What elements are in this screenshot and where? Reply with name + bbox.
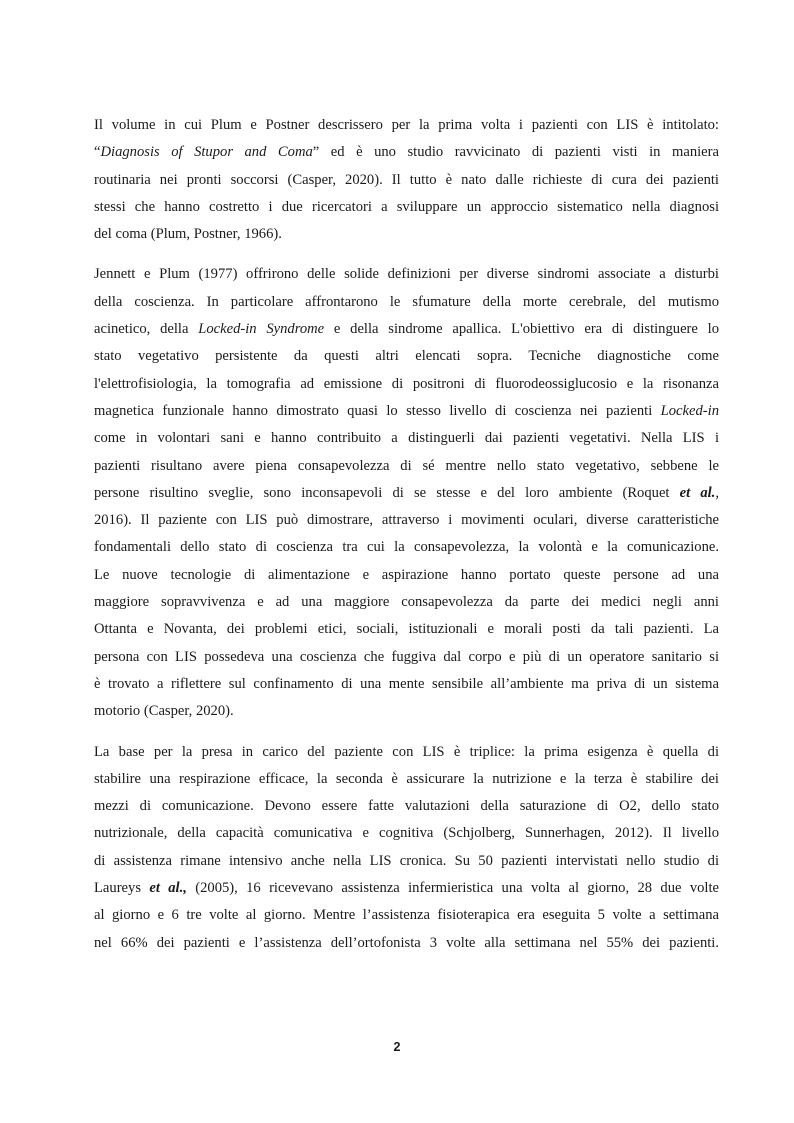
text-segment: , <box>715 484 719 501</box>
text-segment: pazienti risultano avere piena consapevolezza di sé mentre nello stato vegetativo, sebbene le <box>94 457 719 474</box>
text-line <box>94 820 719 847</box>
text-segment: motorio (Casper, 2020). <box>94 703 234 720</box>
text-segment: stato vegetativo persistente da questi altri elencati sopra. Tecniche diagnostiche come <box>94 348 719 365</box>
text-segment: persona con LIS possedeva una coscienza che fuggiva dal corpo e più di un operatore sanitario si <box>94 648 719 665</box>
text-line <box>94 616 719 643</box>
text-segment: mezzi di comunicazione. Devono essere fatte valutazioni della saturazione di O2, dello stato <box>94 798 719 815</box>
text-line <box>94 480 719 507</box>
text-segment: nutrizionale, della capacità comunicativa e cognitiva (Schjolberg, Sunnerhagen, 2012). Il livello <box>94 825 719 842</box>
text-line <box>94 261 719 288</box>
text-segment: del coma (Plum, Postner, 1966). <box>94 226 282 243</box>
text-line <box>94 644 719 671</box>
text-segment: stabilire una respirazione efficace, la seconda è assicurare la nutrizione e la terza è stabilire dei <box>94 770 719 787</box>
text-line <box>94 194 719 221</box>
text-line <box>94 316 719 343</box>
text-line <box>94 507 719 534</box>
text-line <box>94 930 719 957</box>
italic-text: et al., <box>149 880 187 897</box>
text-segment: di assistenza rimane intensivo anche nella LIS cronica. Su 50 pazienti intervistati nello studio di <box>94 852 719 869</box>
text-line <box>94 371 719 398</box>
italic-text: Diagnosis of Stupor and Coma <box>100 144 313 161</box>
text-line <box>94 139 719 166</box>
text-line <box>94 793 719 820</box>
paragraph <box>94 112 719 248</box>
text-line <box>94 698 719 725</box>
text-line <box>94 671 719 698</box>
text-line <box>94 221 719 248</box>
text-segment: stessi che hanno costretto i due ricercatori a sviluppare un approccio sistematico nella diagnosi <box>94 198 719 215</box>
text-line <box>94 902 719 929</box>
text-segment: fondamentali dello stato di coscienza tra cui la consapevolezza, la volontà e la comunicazione. <box>94 539 719 556</box>
text-line <box>94 453 719 480</box>
paragraph <box>94 739 719 957</box>
text-segment: Jennett e Plum (1977) offrirono delle solide definizioni per diverse sindromi associate a disturbi <box>94 266 719 283</box>
text-segment: 2016). Il paziente con LIS può dimostrare, attraverso i movimenti oculari, diverse caratteristiche <box>94 512 719 529</box>
text-segment: maggiore sopravvivenza e ad una maggiore consapevolezza da parte dei medici negli anni <box>94 594 719 611</box>
italic-text: Locked-in Syndrome <box>198 321 325 338</box>
text-line <box>94 167 719 194</box>
text-segment: acinetico, della <box>94 321 199 338</box>
text-line <box>94 875 719 902</box>
text-line <box>94 562 719 589</box>
text-line <box>94 425 719 452</box>
text-segment: al giorno e 6 tre volte al giorno. Mentre l’assistenza fisioterapica era eseguita 5 volte a settimana <box>94 907 719 924</box>
text-segment: nel 66% dei pazienti e l’assistenza dell’ortofonista 3 volte alla settimana nel 55% dei pazienti. <box>94 934 719 951</box>
text-segment: della coscienza. In particolare affrontarono le sfumature della morte cerebrale, del mutismo <box>94 293 719 310</box>
paragraph-spacing <box>94 726 719 739</box>
text-segment: “ <box>94 144 101 161</box>
text-segment: persone risultino sveglie, sono inconsapevoli di se stesse e del loro ambiente (Roquet <box>94 484 680 501</box>
text-segment: Ottanta e Novanta, dei problemi etici, sociali, istituzionali e morali posti da tali pazienti. La <box>94 621 719 638</box>
page-number: 2 <box>393 1040 401 1054</box>
italic-text: et al. <box>679 484 716 501</box>
text-line <box>94 534 719 561</box>
text-line <box>94 739 719 766</box>
text-line <box>94 112 719 139</box>
text-line <box>94 589 719 616</box>
text-segment: magnetica funzionale hanno dimostrato quasi lo stesso livello di coscienza nei pazienti <box>94 402 661 419</box>
text-line <box>94 343 719 370</box>
text-line <box>94 848 719 875</box>
text-line <box>94 398 719 425</box>
body-text <box>94 112 719 957</box>
italic-text: Locked-in <box>660 402 719 419</box>
text-segment: Il volume in cui Plum e Postner descrissero per la prima volta i pazienti con LIS è intitolato: <box>94 117 719 133</box>
text-segment: routinaria nei pronti soccorsi (Casper, 2020). Il tutto è nato dalle richieste di cura dei pazienti <box>94 171 719 188</box>
text-segment: (2005), 16 ricevevano assistenza infermieristica una volta al giorno, 28 due volte <box>186 880 719 897</box>
text-segment: e della sindrome apallica. L'obiettivo era di distinguere lo <box>324 321 719 338</box>
text-segment: come in volontari sani e hanno contribuito a distinguerli dai pazienti vegetativi. Nella LIS i <box>94 430 719 447</box>
text-segment: ” ed è uno studio ravvicinato di pazienti visti in maniera <box>312 144 719 161</box>
text-segment: Le nuove tecnologie di alimentazione e aspirazione hanno portato queste persone ad una <box>94 566 719 583</box>
text-segment: l'elettrofisiologia, la tomografia ad emissione di positroni di fluorodeossiglucosio e la risonanza <box>94 375 719 392</box>
text-segment: Laureys <box>94 880 150 897</box>
text-segment: La base per la presa in carico del paziente con LIS è triplice: la prima esigenza è quella di <box>94 743 719 760</box>
paragraph <box>94 261 719 725</box>
text-segment: è trovato a riflettere sul confinamento di una mente sensibile all’ambiente ma priva di un sistema <box>94 675 719 692</box>
text-line <box>94 766 719 793</box>
paragraph-spacing <box>94 248 719 261</box>
text-line <box>94 289 719 316</box>
